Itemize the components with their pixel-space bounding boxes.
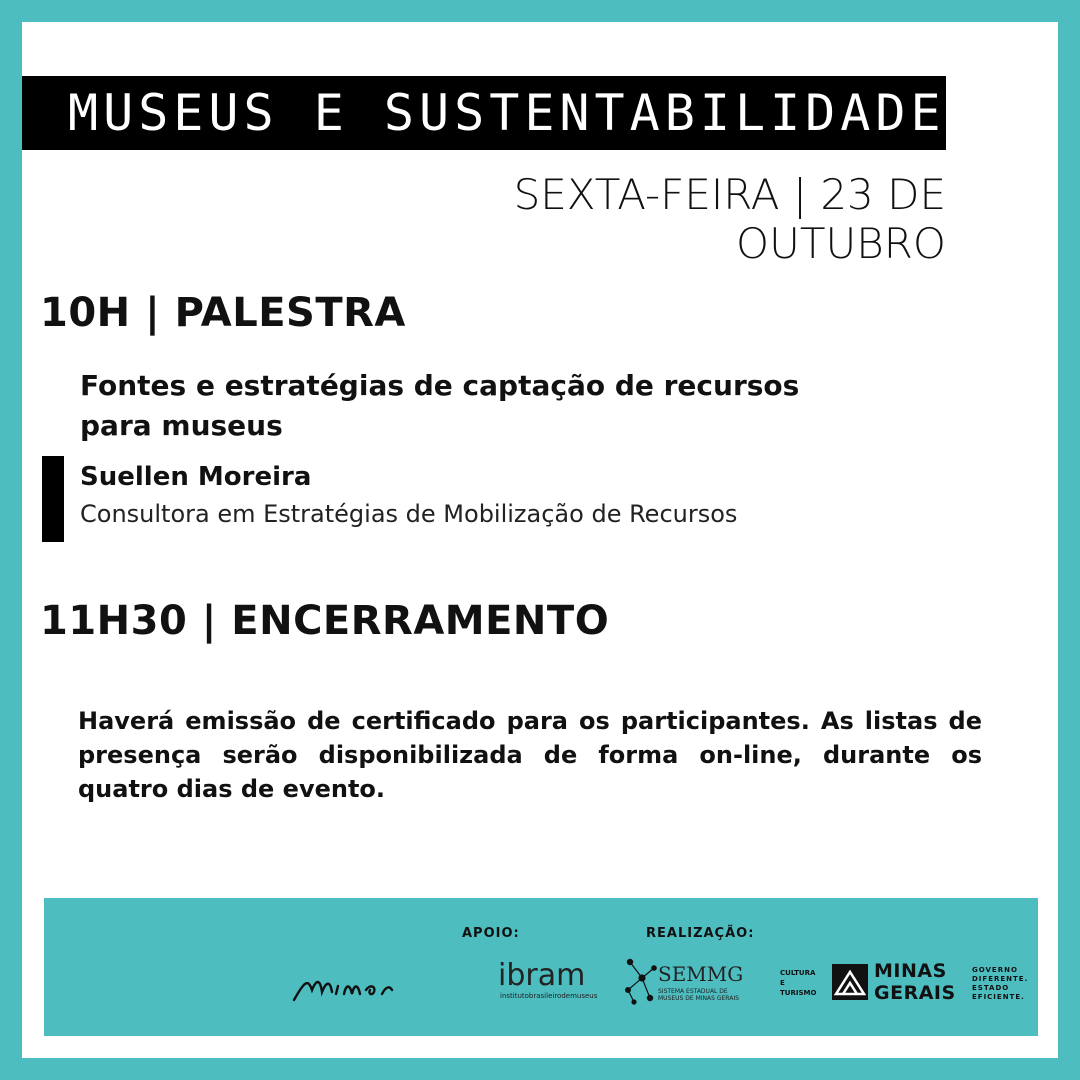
ibram-subtitle: institutobrasileirodemuseus bbox=[500, 992, 598, 1000]
event-date: SEXTA-FEIRA | 23 DE OUTUBRO bbox=[513, 170, 946, 268]
minas-signature-icon bbox=[290, 960, 422, 1008]
semmg-subtitle: SISTEMA ESTADUAL DE MUSEUS DE MINAS GERAIS bbox=[658, 988, 739, 1002]
speaker-role: Consultora em Estratégias de Mobilização de Recursos bbox=[80, 500, 738, 528]
speaker-accent-bar bbox=[42, 456, 64, 542]
session-title-palestra: 10H | PALESTRA bbox=[40, 290, 406, 336]
semmg-network-icon bbox=[624, 956, 658, 1006]
semmg-wordmark: SEMMG bbox=[658, 962, 744, 986]
realization-label: REALIZAÇÃO: bbox=[646, 926, 755, 941]
talk-title: Fontes e estratégias de captação de recursos para museus bbox=[80, 369, 800, 442]
session-title-encerramento: 11H30 | ENCERRAMENTO bbox=[40, 598, 610, 644]
gov-slogan: GOVERNO DIFERENTE. ESTADO EFICIENTE. bbox=[972, 966, 1029, 1001]
minas-logo bbox=[290, 960, 422, 1008]
certificate-note: Haverá emissão de certificado para os participantes. As listas de presença serão disponibilizada de forma on-line, durante os quatro dias de evento. bbox=[78, 707, 982, 803]
event-card bbox=[22, 22, 1058, 1058]
support-label: APOIO: bbox=[462, 926, 520, 941]
semmg-logo bbox=[624, 956, 754, 1008]
gov-wordmark: MINAS GERAIS bbox=[874, 960, 956, 1004]
speaker-name: Suellen Moreira bbox=[80, 462, 312, 492]
event-title: MUSEUS E SUSTENTABILIDADE bbox=[22, 76, 946, 150]
gov-secretariat: CULTURA E TURISMO bbox=[780, 969, 817, 997]
ibram-logo bbox=[498, 958, 608, 1004]
sponsors-footer bbox=[44, 898, 1038, 1036]
ibram-wordmark: ibram bbox=[498, 958, 586, 993]
mountain-icon bbox=[832, 964, 868, 1000]
minas-gerais-gov-logo bbox=[766, 958, 1029, 1008]
